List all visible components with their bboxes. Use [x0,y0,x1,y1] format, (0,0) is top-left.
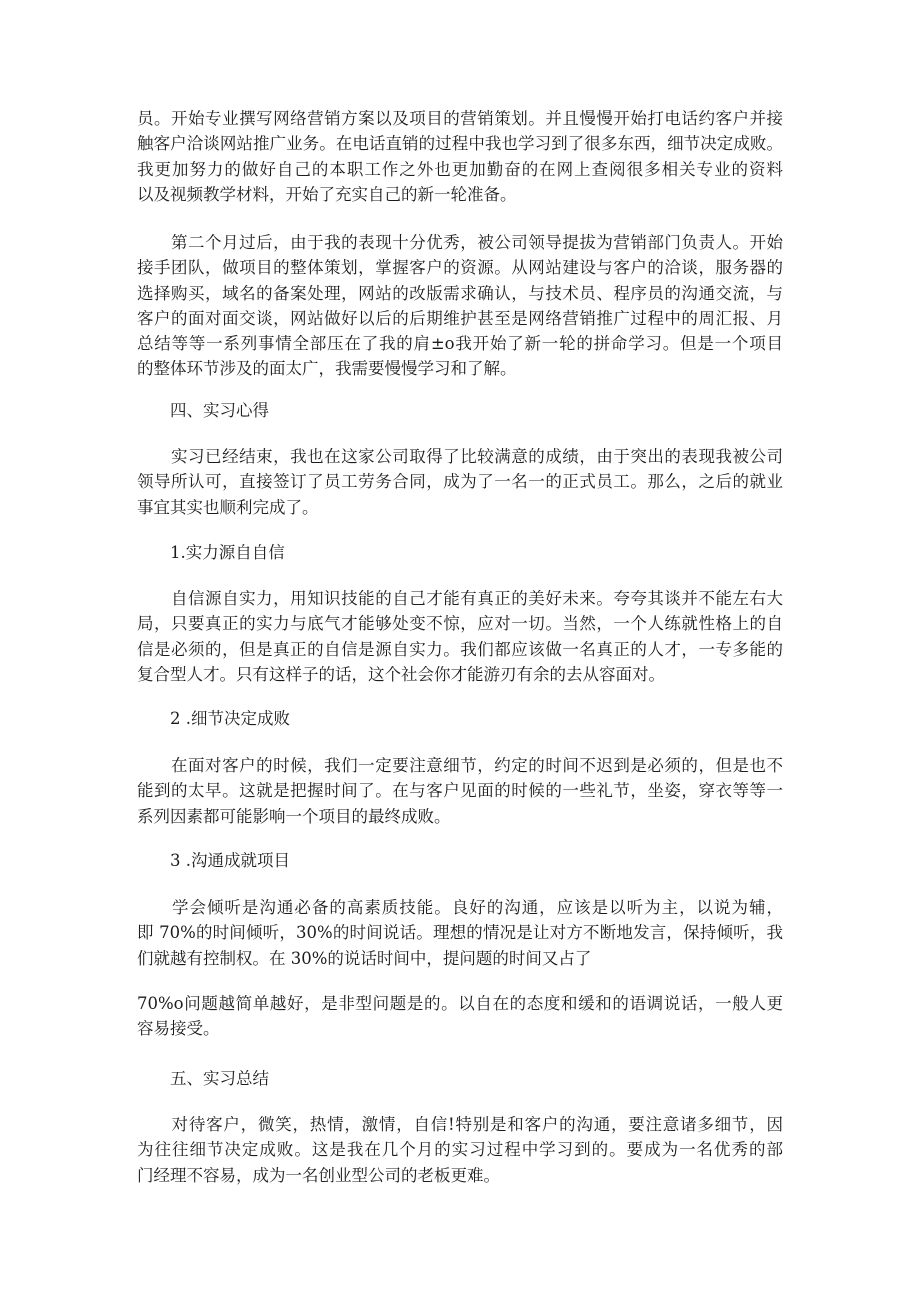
text-line: 复合型人才。只有这样子的话，这个社会你才能游刃有余的去从容面对。 [137,664,665,684]
text-line: 局，只要真正的实力与底气才能够处变不惊，应对一切。当然，一个人练就性格上的自 [137,614,783,634]
text-line: 总结等等一系列事情全部压在了我的肩±o我开始了新一轮的拼命学习。但是一个项目 [137,334,783,354]
subheading-confidence [137,540,783,565]
paragraph-internship-ended [137,444,783,520]
subheading-details [137,706,783,731]
paragraph-intro [137,106,783,207]
paragraph-summary [137,1112,783,1188]
text-line: 触客户洽谈网站推广业务。在电话直销的过程中我也学习到了很多东西，细节决定成败。 [137,134,783,154]
paragraph-confidence [137,586,783,687]
text-line: 事宜其实也顺利完成了。 [137,497,319,517]
text-line: 学会倾听是沟通必备的高素质技能。良好的沟通，应该是以听为主，以说为辅， [137,898,783,917]
text-line: 信是必须的，但是真正的自信是源自实力。我们都应该做一名真正的人才，一专多能的 [137,639,783,659]
text-line: 即 70%的时间倾听，30%的时间说话。理想的情况是让对方不断地发言，保持倾听，我 [137,923,783,943]
paragraph-details [137,753,783,829]
text-line: 自信源自实力，用知识技能的自己才能有真正的美好未来。夸夸其谈并不能左右大 [137,589,783,608]
text-line: 容易接受。 [137,1019,220,1039]
heading-text: 四、实习心得 [170,401,269,420]
paragraph-communication-continued [137,991,783,1042]
text-line: 以及视频教学材料，开始了充实自己的新一轮准备。 [137,184,517,204]
text-line: 选择购买，域名的备案处理，网站的改版需求确认，与技术员、程序员的沟通交流，与 [137,283,783,303]
text-line: 们就越有控制权。在 30%的说话时间中，提问题的时间又占了 [137,948,592,968]
section-heading-internship-insights [137,398,783,423]
text-line: 对待客户，微笑，热情，激情，自信!特别是和客户的沟通，要注意诸多细节，因 [137,1115,783,1134]
text-line: 领导所认可，直接签订了员工劳务合同，成为了一名一的正式员工。那么，之后的就业 [137,472,783,492]
text-line: 接手团队，做项目的整体策划，掌握客户的资源。从网站建设与客户的洽谈，服务器的 [137,258,783,278]
heading-text: 五、实习总结 [170,1069,269,1088]
subheading-communication [137,848,783,873]
text-line: 系列因素都可能影响一个项目的最终成败。 [137,806,451,826]
section-heading-internship-summary [137,1066,783,1091]
paragraph-communication [137,895,783,971]
text-line: 70%o问题越简单越好，是非型问题是的。以自在的态度和缓和的语调说话，一般人更 [137,994,783,1013]
text-line: 门经理不容易，成为一名创业型公司的老板更难。 [137,1165,500,1185]
text-line: 客户的面对面交谈，网站做好以后的后期维护甚至是网络营销推广过程中的周汇报、月 [137,308,783,328]
text-line: 为往往细节决定成败。这是我在几个月的实习过程中学习到的。要成为一名优秀的部 [137,1140,783,1160]
heading-text: 2 .细节决定成败 [170,709,290,728]
text-line: 我更加努力的做好自己的本职工作之外也更加勤奋的在网上查阅很多相关专业的资料 [137,159,783,179]
text-line: 的整体环节涉及的面太广，我需要慢慢学习和了解。 [137,359,517,379]
text-line: 第二个月过后，由于我的表现十分优秀，被公司领导提拔为营销部门负责人。开始 [137,233,783,252]
heading-text: 1.实力源自自信 [170,543,285,562]
text-line: 实习已经结束，我也在这家公司取得了比较满意的成绩，由于突出的表现我被公司 [137,447,783,466]
text-line: 员。开始专业撰写网络营销方案以及项目的营销策划。并且慢慢开始打电话约客户并接 [137,109,783,128]
paragraph-second-month [137,230,783,382]
text-line: 在面对客户的时候，我们一定要注意细节，约定的时间不迟到是必须的，但是也不 [137,756,783,775]
heading-text: 3 .沟通成就项目 [170,851,290,870]
text-line: 能到的太早。这就是把握时间了。在与客户见面的时候的一些礼节，坐姿，穿衣等等一 [137,781,783,801]
